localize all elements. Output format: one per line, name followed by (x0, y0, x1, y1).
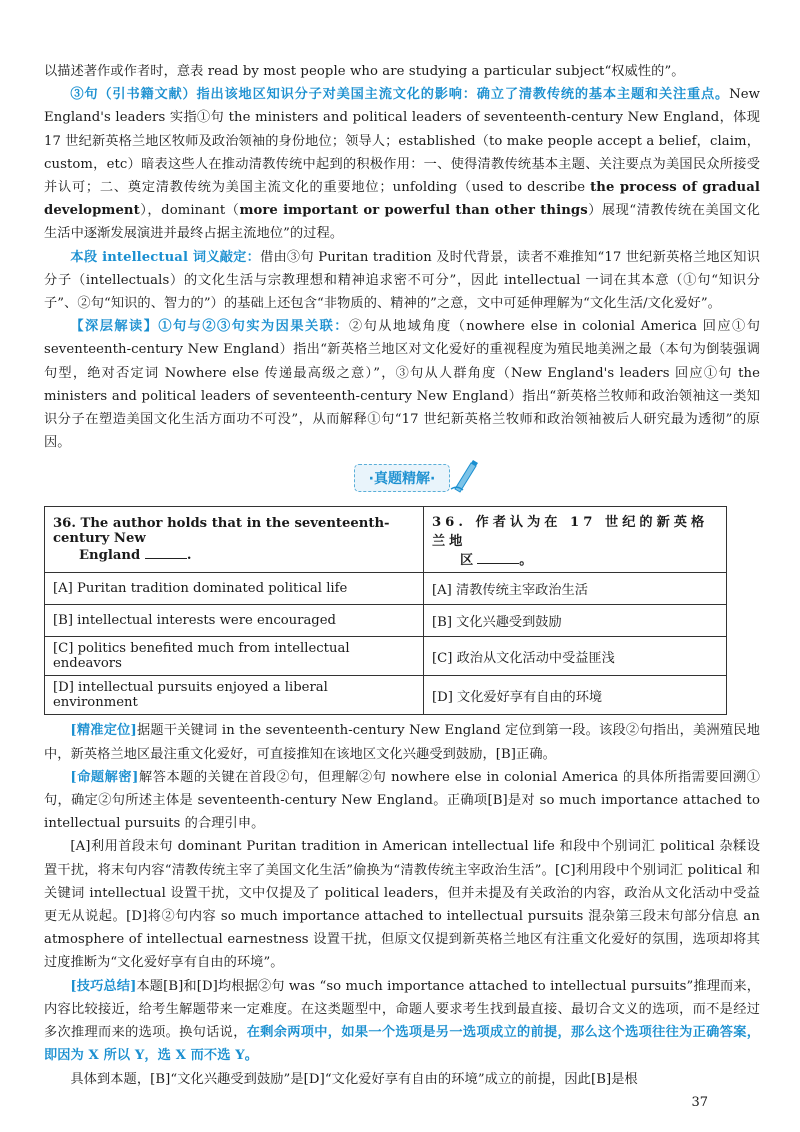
paragraph-2: ③句（引书籍文献）指出该地区知识分子对美国主流文化的影响：确立了清教传统的基本主题和关注重点。New England's leaders 实指①句 the ministers and political leaders of seventeenth-century New England，体现 17 世纪新英格兰地区牧师及政治领袖的身份地位；领导人；established（to make people accept a belief，claim，custom，etc）暗表这些人在推动清教传统中起到的积极作用：一、使得清教传统基本主题、关注要点为美国民众所接受并认可；二、奠定清教传统为美国主流文化的重要地位；unfolding（used to describe the process of gradual development），dominant（more important or powerful than other things）展现“清教传统在美国文化生活中逐渐发展演进并最终占据主流地位”的过程。 (44, 87, 760, 242)
question-row (45, 507, 727, 573)
option-cn: [A] 清教传统主宰政治生活 (424, 573, 727, 605)
answer-blank (477, 551, 519, 564)
paragraph-6: [命题解密]解答本题的关键在首段②句，但理解②句 nowhere else in colonial America 的具体所指需要回溯①句，确定②句所述主体是 seventeenth-century New England。正确项[B]是对 so much importance attached to intellectual pursuits 的合理引申。 (44, 769, 760, 832)
paragraph-4: 【深层解读】①句与②③句实为因果关联：②句从地域角度（nowhere else in colonial America 回应①句 seventeenth-century New England）指出“新英格兰地区对文化爱好的重视程度为殖民地美洲之最（本句为倒装强调句型，绝对否定词 Nowhere else 传递最高级之意）”，③句从人群角度（New England's leaders 回应①句 the ministers and political leaders of seventeenth-century New England）指出“新英格兰牧师和政治领袖这一类知识分子在塑造美国文化生活方面功不可没”，从而解释①句“17 世纪新英格兰牧师和政治领袖被后人研究最为透彻”的原因。 (44, 319, 760, 451)
question-table (44, 506, 727, 715)
page-number: 37 (691, 1095, 708, 1110)
answer-blank (145, 546, 187, 559)
option-en: [D] intellectual pursuits enjoyed a liberal environment (45, 676, 424, 715)
paragraph-3-heading: 本段 intellectual 词义敲定： (70, 249, 261, 265)
paragraph-5: [精准定位]据题干关键词 in the seventeenth-century New England 定位到第一段。该段②句指出，美洲殖民地中，新英格兰地区最注重文化爱好，可直接推知在该地区文化兴趣受到鼓励，[B]正确。 (44, 723, 760, 762)
question-en: 36. The author holds that in the seventeenth-century New England . (45, 507, 424, 573)
option-cn: [B] 文化兴趣受到鼓励 (424, 605, 727, 637)
option-row-d (45, 676, 727, 715)
paragraph-8: [技巧总结]本题[B]和[D]均根据②句 was “so much importance attached to intellectual pursuits”推理而来，内容比较接近，给考生解题带来一定难度。在这类题型中，命题人要求考生找到最直接、最切合文义的选项，而不是经过多次推理而来的选项。换句话说，在剩余两项中，如果一个选项是另一选项成立的前提，那么这个选项往往为正确答案，即因为 X 所以 Y，选 X 而不选 Y。 (44, 978, 761, 1064)
option-row-b (45, 605, 727, 637)
paragraph-6-heading: [命题解密] (70, 769, 139, 785)
option-cn: [D] 文化爱好享有自由的环境 (424, 676, 727, 715)
option-cn: [C] 政治从文化活动中受益匪浅 (424, 637, 727, 676)
paragraph-7: [A]利用首段末句 dominant Puritan tradition in American intellectual life 和段中个别词汇 political 杂糅设置干扰，将末句内容“清教传统主宰了美国文化生活”偷换为“清教传统主宰政治生活”。[C]利用段中个别词汇 political 和关键词 intellectual 设置干扰，文中仅提及了 political leaders，但并未提及有关政治的内容，政治从文化活动中受益更无从说起。[D]将②句内容 so much importance attached to intellectual pursuits 混杂第三段末句部分信息 an atmosphere of intellectual earnestness 设置干扰，但原文仅提到新英格兰地区有注重文化爱好的氛围，选项却将其过度推断为“文化爱好享有自由的环境”。 (44, 839, 760, 971)
option-en: [B] intellectual interests were encouraged (45, 605, 424, 637)
option-row-a (45, 573, 727, 605)
paragraph-4-heading: 【深层解读】①句与②③句实为因果关联： (70, 319, 349, 335)
paragraph-2-heading: ③句（引书籍文献）指出该地区知识分子对美国主流文化的影响：确立了清教传统的基本主题和关注重点。 (70, 87, 730, 103)
pen-icon (449, 459, 479, 493)
paragraph-1: 以描述著作或作者时，意表 read by most people who are studying a particular subject“权威性的”。 (44, 64, 685, 79)
option-en: [C] politics benefited much from intellectual endeavors (45, 637, 424, 676)
section-title-wrap (44, 464, 760, 494)
section-title: ·真题精解· (354, 464, 451, 492)
paragraph-5-heading: [精准定位] (70, 723, 137, 739)
option-en: [A] Puritan tradition dominated political life (45, 573, 424, 605)
paragraph-8-heading: [技巧总结] (70, 978, 137, 994)
page-content (44, 60, 760, 1091)
paragraph-8-emphasis: 在剩余两项中，如果一个选项是另一选项成立的前提，那么这个选项往往为正确答案，即因为 X 所以 Y，选 X 而不选 Y。 (44, 1025, 761, 1064)
paragraph-3: 本段 intellectual 词义敲定：借由③句 Puritan tradition 及时代背景，读者不难推知“17 世纪新英格兰地区知识分子（intellectuals）的文化生活与宗教理想和精神追求密不可分”，因此 intellectual 一词在其本意（①句“知识分子”、②句“知识的、智力的”）的基础上还包含“非物质的、精神的”之意，文中可延伸理解为“文化生活/文化爱好”。 (44, 249, 760, 312)
paragraph-9: 具体到本题，[B]“文化兴趣受到鼓励”是[D]“文化爱好享有自由的环境”成立的前提，因此[B]是根 (70, 1071, 638, 1087)
option-row-c (45, 637, 727, 676)
question-cn: 36. 作者认为在 17 世纪的新英格兰地 区 。 (424, 507, 727, 573)
